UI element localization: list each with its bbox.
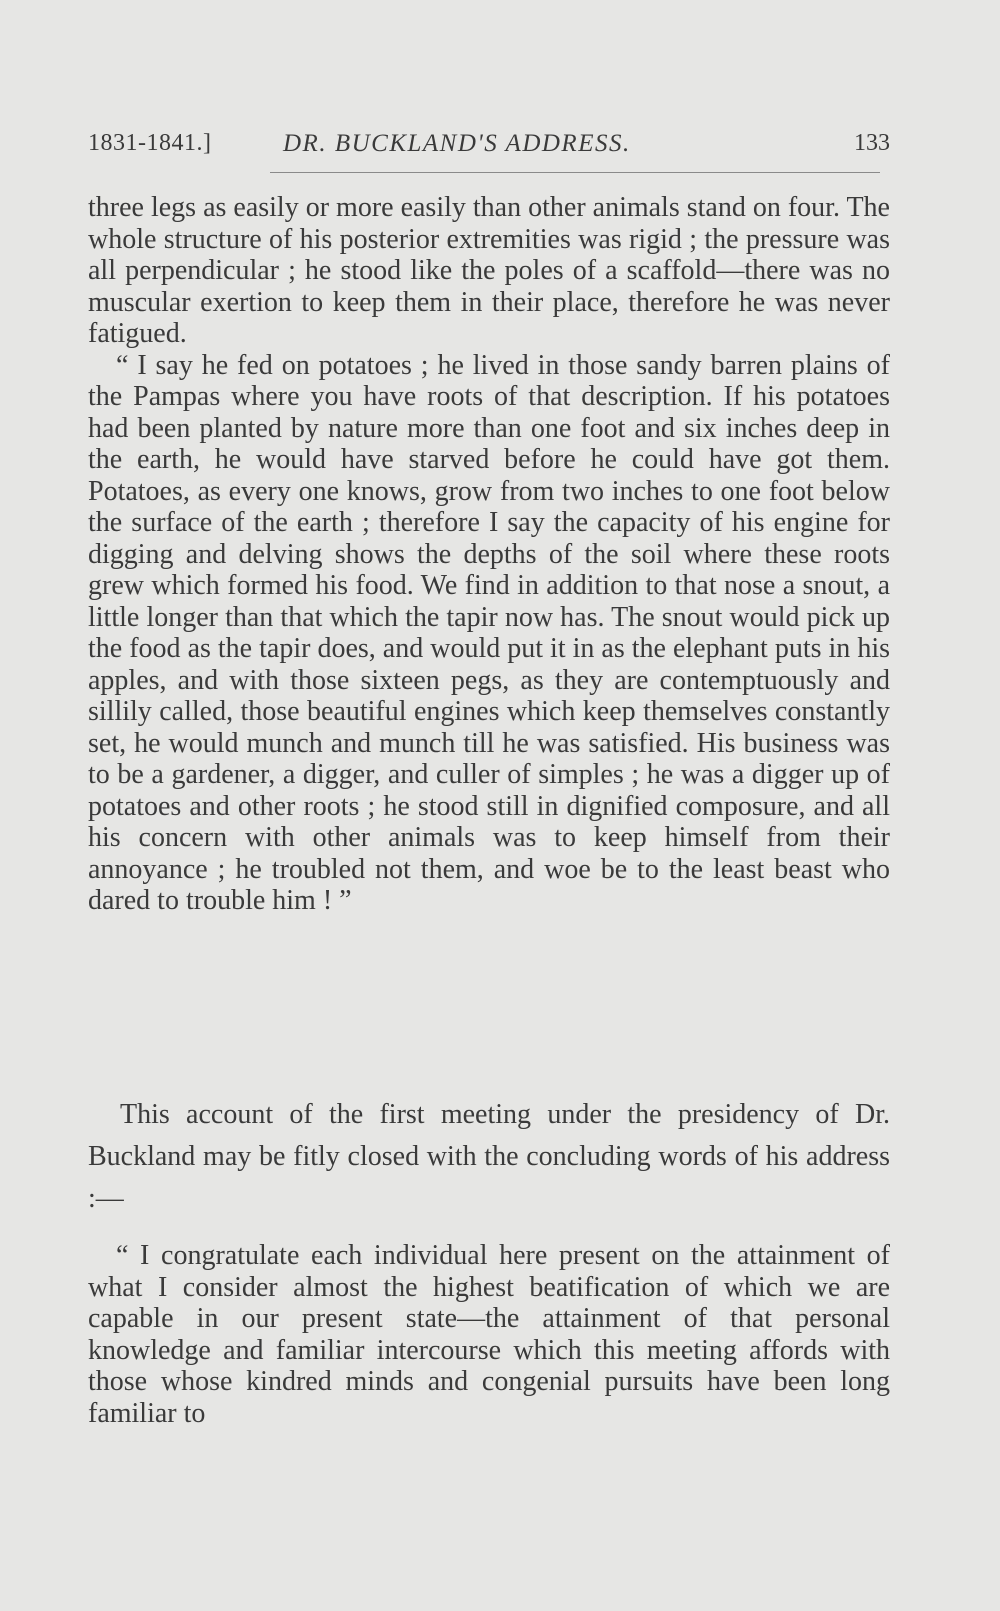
paragraph-narrative: This account of the first meeting under the presidency of Dr. Buckland may be fitly closed with the concluding words of his address :— <box>88 1099 890 1214</box>
header-title: DR. BUCKLAND'S ADDRESS. <box>283 130 631 157</box>
body-section-middle <box>88 1094 890 1220</box>
page-number: 133 <box>854 130 890 156</box>
paragraph-quote-potatoes: “ I say he fed on potatoes ; he lived in those sandy barren plains of the Pampas where you have roots of that description. If his potatoes had been planted by nature more than one foot and six inches deep in the earth, he would have starved before he could have got them. Potatoes, as every one knows, grow from two inches to one foot below the surface of the earth ; therefore I say the capacity of his engine for digging and delving shows the depths of the soil where these roots grew which formed his food. We find in addition to that nose a snout, a little longer than that which the tapir now has. The snout would pick up the food as the tapir does, and would put it in as the elephant puts in his apples, and with those sixteen pegs, as they are contemptuously and sillily called, those beautiful engines which keep themselves constantly set, he would munch and munch till he was satisfied. His business was to be a gardener, a digger, and culler of simples ; he was a digger up of potatoes and other roots ; he stood still in dignified composure, and all his concern with other animals was to keep himself from their annoyance ; he troubled not them, and woe be to the least beast who dared to trouble him ! ” <box>88 349 890 916</box>
body-section-top <box>88 192 890 917</box>
paragraph-continuation: three legs as easily or more easily than other animals stand on four. The whole structure of his posterior extremities was rigid ; the pressure was all perpendicular ; he stood like the poles of a scaffold—there was no muscular exertion to keep them in their place, therefore he was never fatigued. <box>88 192 890 349</box>
header-date-range: 1831-1841.] <box>88 130 212 156</box>
running-header <box>88 130 890 170</box>
header-rule <box>270 172 880 173</box>
body-section-bottom <box>88 1240 890 1429</box>
paragraph-quote-congratulate: “ I congratulate each individual here present on the attainment of what I consider almost the highest beatification of which we are capable in our present state—the attainment of that personal knowledge and familiar intercourse which this meeting affords with those whose kindred minds and congenial pursuits have been long familiar to <box>88 1240 890 1429</box>
